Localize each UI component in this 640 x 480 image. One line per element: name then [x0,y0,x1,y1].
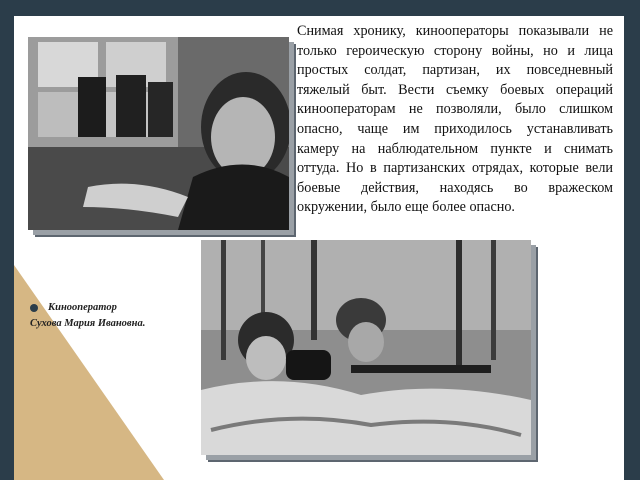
photo-caption [30,300,200,332]
bullet-icon [30,304,38,312]
caption-title: Кинооператор [48,302,117,313]
portrait-photo [28,37,289,230]
caption-name: Сухова Мария Ивановна. [30,318,146,329]
body-paragraph: Снимая хронику, кинооператоры показывали не только героическую сторону войны, но и лица простых солдат, партизан, их повседневный тяжелый быт. Вести съемку боевых операций кинооператорам не позволяли, было слишком опасно, чаще им приходилось устанавливать камеру на наблюдательном пункте и снимать оттуда. Но в партизанских отрядах, которые вели боевые действия, находясь во вражеском окружении, было еще более опасно. [297,23,613,216]
field-photo [201,240,531,455]
decorative-triangle [14,265,164,480]
